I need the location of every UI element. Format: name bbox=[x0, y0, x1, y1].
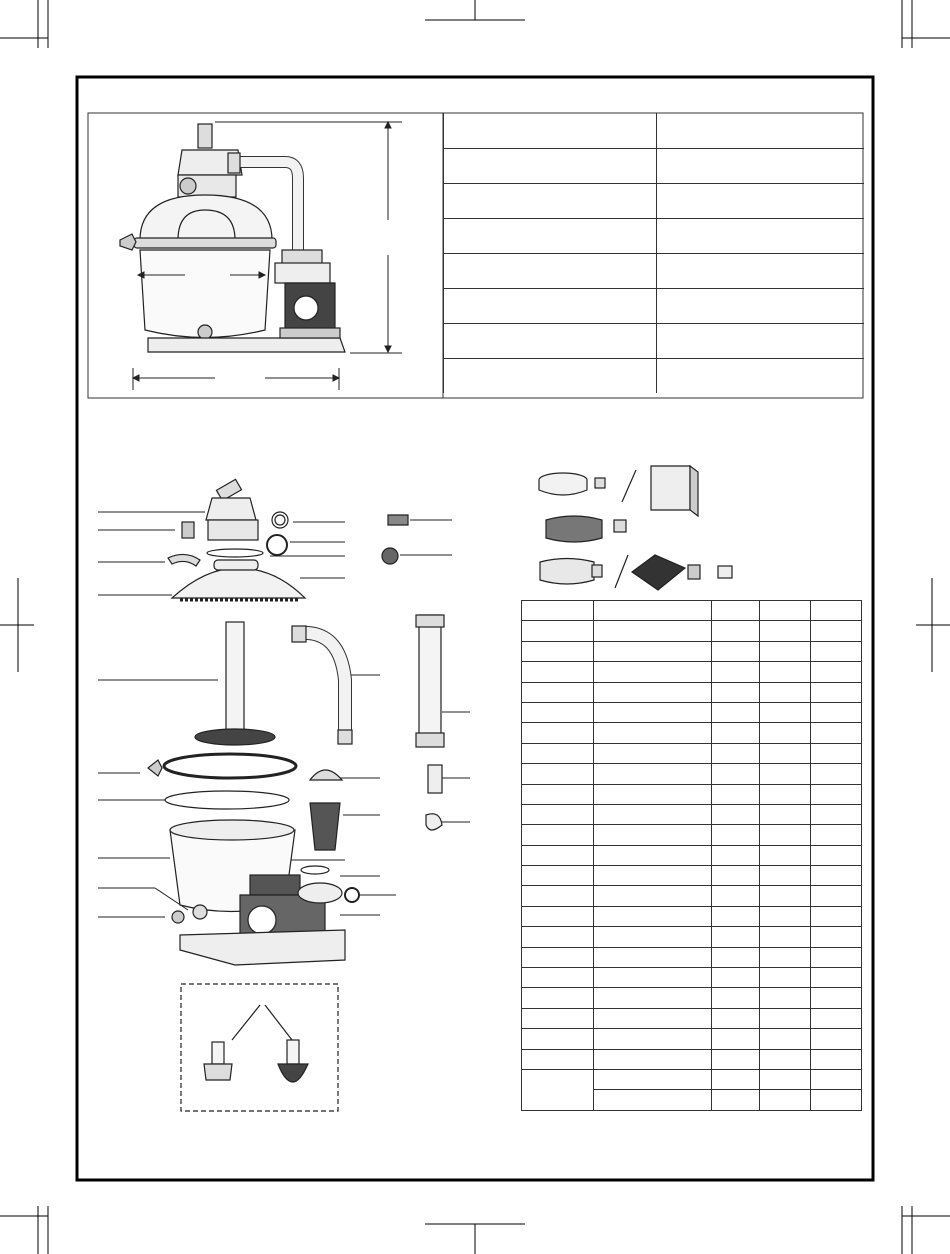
table-cell bbox=[760, 764, 811, 784]
table-cell bbox=[760, 947, 811, 967]
parts-header-cell bbox=[522, 601, 594, 621]
table-row bbox=[522, 1008, 862, 1028]
table-cell bbox=[594, 968, 712, 988]
table-cell bbox=[811, 641, 862, 661]
spec-row bbox=[444, 218, 864, 253]
table-cell bbox=[522, 621, 594, 641]
table-row bbox=[522, 662, 862, 682]
filter-assembly-drawing bbox=[120, 124, 345, 352]
table-cell bbox=[811, 662, 862, 682]
table-row bbox=[522, 845, 862, 865]
table-cell bbox=[760, 784, 811, 804]
table-cell bbox=[760, 641, 811, 661]
table-row bbox=[522, 866, 862, 886]
table-cell bbox=[712, 784, 760, 804]
spec-value bbox=[657, 358, 864, 393]
table-cell bbox=[760, 1069, 811, 1089]
table-cell bbox=[522, 886, 594, 906]
table-cell bbox=[760, 906, 811, 926]
table-cell bbox=[712, 968, 760, 988]
table-row bbox=[522, 743, 862, 763]
table-cell bbox=[522, 784, 594, 804]
table-cell bbox=[594, 743, 712, 763]
table-cell bbox=[522, 845, 594, 865]
table-cell bbox=[712, 1049, 760, 1069]
table-cell bbox=[811, 988, 862, 1008]
table-cell bbox=[760, 988, 811, 1008]
spec-table bbox=[443, 113, 864, 393]
table-cell bbox=[594, 702, 712, 722]
accessory-icons bbox=[539, 466, 732, 590]
table-cell bbox=[522, 968, 594, 988]
table-cell bbox=[760, 621, 811, 641]
table-cell bbox=[594, 1049, 712, 1069]
parts-header-cell bbox=[712, 601, 760, 621]
parts-header-cell bbox=[811, 601, 862, 621]
table-row bbox=[522, 1029, 862, 1049]
table-cell bbox=[522, 702, 594, 722]
table-cell bbox=[712, 764, 760, 784]
table-cell bbox=[522, 825, 594, 845]
table-cell bbox=[712, 927, 760, 947]
spec-value bbox=[657, 288, 864, 323]
table-row bbox=[522, 825, 862, 845]
table-cell bbox=[712, 988, 760, 1008]
table-cell bbox=[594, 927, 712, 947]
spec-label bbox=[444, 218, 657, 253]
spec-row bbox=[444, 113, 864, 148]
table-cell bbox=[811, 906, 862, 926]
table-cell bbox=[760, 723, 811, 743]
table-cell bbox=[594, 723, 712, 743]
spec-label bbox=[444, 358, 657, 393]
table-row bbox=[522, 682, 862, 702]
table-row bbox=[522, 764, 862, 784]
table-cell bbox=[594, 621, 712, 641]
spec-label bbox=[444, 113, 657, 148]
table-cell bbox=[522, 947, 594, 967]
table-cell bbox=[594, 947, 712, 967]
table-row bbox=[522, 988, 862, 1008]
table-cell bbox=[811, 621, 862, 641]
table-cell bbox=[594, 906, 712, 926]
spec-label bbox=[444, 253, 657, 288]
table-cell bbox=[760, 1090, 811, 1110]
table-row bbox=[522, 1049, 862, 1069]
table-cell bbox=[760, 845, 811, 865]
table-cell bbox=[760, 662, 811, 682]
table-cell bbox=[811, 723, 862, 743]
table-cell bbox=[522, 927, 594, 947]
table-cell bbox=[760, 702, 811, 722]
table-cell bbox=[811, 1008, 862, 1028]
table-row bbox=[522, 804, 862, 824]
table-cell bbox=[712, 702, 760, 722]
spec-label bbox=[444, 323, 657, 358]
table-cell bbox=[760, 682, 811, 702]
spec-label bbox=[444, 288, 657, 323]
spec-row bbox=[444, 253, 864, 288]
table-row bbox=[522, 1069, 862, 1089]
table-cell bbox=[594, 1029, 712, 1049]
table-cell bbox=[594, 1090, 712, 1110]
table-row bbox=[522, 968, 862, 988]
spec-row bbox=[444, 148, 864, 183]
table-cell bbox=[811, 682, 862, 702]
spec-value bbox=[657, 183, 864, 218]
table-cell bbox=[760, 743, 811, 763]
table-cell bbox=[811, 764, 862, 784]
table-cell bbox=[811, 968, 862, 988]
table-cell bbox=[594, 804, 712, 824]
table-row bbox=[522, 702, 862, 722]
table-cell bbox=[811, 825, 862, 845]
table-cell bbox=[594, 866, 712, 886]
spec-row bbox=[444, 358, 864, 393]
table-cell bbox=[712, 1029, 760, 1049]
spec-value bbox=[657, 113, 864, 148]
parts-table bbox=[521, 600, 862, 1111]
table-cell bbox=[811, 784, 862, 804]
table-cell bbox=[760, 866, 811, 886]
table-cell bbox=[811, 845, 862, 865]
table-cell bbox=[522, 662, 594, 682]
table-cell bbox=[712, 866, 760, 886]
table-cell bbox=[712, 906, 760, 926]
table-cell bbox=[594, 784, 712, 804]
exploded-parts-drawing bbox=[98, 479, 470, 1111]
table-cell bbox=[811, 743, 862, 763]
spec-row bbox=[444, 323, 864, 358]
table-cell bbox=[522, 764, 594, 784]
table-cell bbox=[594, 662, 712, 682]
table-cell bbox=[522, 723, 594, 743]
table-cell bbox=[522, 1029, 594, 1049]
table-cell bbox=[712, 1090, 760, 1110]
table-cell bbox=[522, 906, 594, 926]
parts-header-cell bbox=[594, 601, 712, 621]
spec-row bbox=[444, 288, 864, 323]
spec-label bbox=[444, 183, 657, 218]
table-cell bbox=[712, 845, 760, 865]
spec-value bbox=[657, 148, 864, 183]
table-row bbox=[522, 947, 862, 967]
table-cell bbox=[594, 825, 712, 845]
table-cell bbox=[594, 886, 712, 906]
table-cell bbox=[712, 825, 760, 845]
table-cell bbox=[811, 886, 862, 906]
table-cell bbox=[811, 947, 862, 967]
table-cell bbox=[522, 1008, 594, 1028]
table-cell bbox=[594, 845, 712, 865]
table-cell bbox=[811, 1069, 862, 1089]
table-cell bbox=[522, 866, 594, 886]
table-cell bbox=[811, 1029, 862, 1049]
table-cell bbox=[760, 968, 811, 988]
table-cell bbox=[712, 1069, 760, 1089]
spec-value bbox=[657, 323, 864, 358]
table-cell bbox=[522, 743, 594, 763]
table-cell bbox=[522, 1049, 594, 1069]
table-cell bbox=[594, 1008, 712, 1028]
table-cell bbox=[712, 662, 760, 682]
spec-row bbox=[444, 183, 864, 218]
table-cell bbox=[522, 1069, 594, 1110]
table-cell bbox=[811, 804, 862, 824]
table-cell bbox=[712, 886, 760, 906]
table-row bbox=[522, 906, 862, 926]
table-cell bbox=[712, 947, 760, 967]
table-cell bbox=[760, 825, 811, 845]
table-cell bbox=[760, 886, 811, 906]
table-cell bbox=[594, 1069, 712, 1089]
table-row bbox=[522, 621, 862, 641]
table-cell bbox=[811, 1049, 862, 1069]
table-cell bbox=[522, 988, 594, 1008]
table-cell bbox=[522, 804, 594, 824]
table-cell bbox=[760, 1008, 811, 1028]
table-row bbox=[522, 927, 862, 947]
table-cell bbox=[712, 641, 760, 661]
table-row bbox=[522, 723, 862, 743]
table-cell bbox=[760, 1029, 811, 1049]
table-row bbox=[522, 641, 862, 661]
table-cell bbox=[712, 804, 760, 824]
table-row bbox=[522, 784, 862, 804]
table-cell bbox=[712, 682, 760, 702]
table-cell bbox=[760, 927, 811, 947]
table-cell bbox=[522, 641, 594, 661]
table-cell bbox=[712, 621, 760, 641]
table-cell bbox=[811, 1090, 862, 1110]
table-cell bbox=[522, 682, 594, 702]
table-cell bbox=[760, 1049, 811, 1069]
table-cell bbox=[811, 927, 862, 947]
spec-value bbox=[657, 253, 864, 288]
table-cell bbox=[594, 641, 712, 661]
table-cell bbox=[811, 702, 862, 722]
table-cell bbox=[594, 682, 712, 702]
table-cell bbox=[712, 743, 760, 763]
table-cell bbox=[760, 804, 811, 824]
spec-value bbox=[657, 218, 864, 253]
table-cell bbox=[712, 1008, 760, 1028]
parts-header-row bbox=[522, 601, 862, 621]
table-cell bbox=[712, 723, 760, 743]
spec-label bbox=[444, 148, 657, 183]
table-cell bbox=[594, 764, 712, 784]
table-cell bbox=[594, 988, 712, 1008]
table-row bbox=[522, 886, 862, 906]
table-cell bbox=[811, 866, 862, 886]
parts-header-cell bbox=[760, 601, 811, 621]
